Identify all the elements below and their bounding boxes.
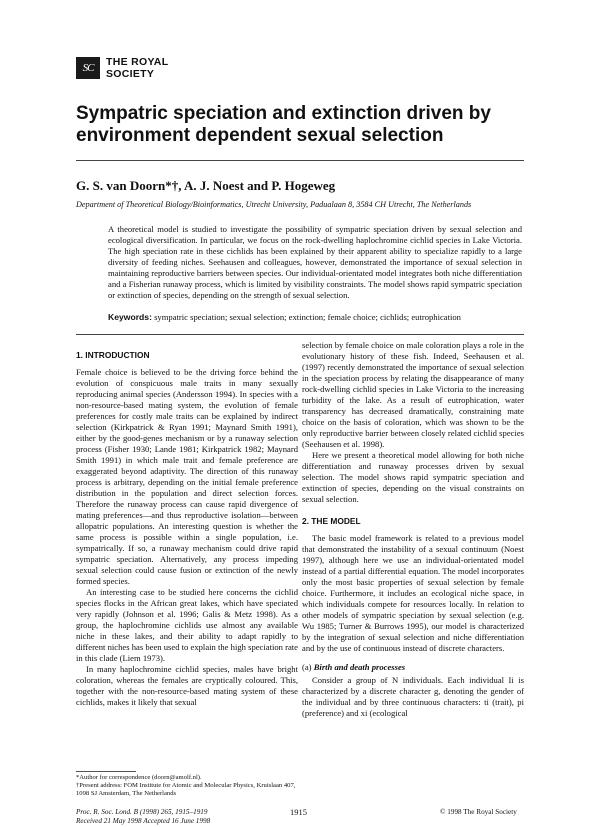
section-heading-model: 2. THE MODEL bbox=[302, 516, 361, 526]
paragraph: Female choice is believed to be the driving force behind the evolution of conspicuous male traits in many sexually reproducing animal species (Andersson 1994). In species with a non-resource-based mating system, the evolution of female preferences for costly male traits can be explained by indirect selection (Kirkpatrick & Ryan 1991; Maynard Smith 1991), either by the good-genes mechanism or by a runaway selection process (Fisher 1930; Lande 1981; Kirkpatrick 1982; Maynard Smith 1991) in which male trait and female preference are exaggerated beyond adaptivity. The direction of this runaway process is arbitrary, depending on the initial female preference distribution in the population and direct selection forces. Therefore the runaway process can cause rapid divergence of mating preferences—and thus reproductive isolation—between allopatric populations. An interesting question is whether the same process is possible within a single population, i.e. sympatrically. If so, a runaway mechanism could drive rapid sympatric speciation. Alternatively, any process impeding sexual selection could cause fusion or extinction of the newly formed species. bbox=[76, 367, 298, 586]
title-divider bbox=[76, 160, 524, 161]
page-number: 1915 bbox=[290, 807, 307, 817]
keywords-text: sympatric speciation; sexual selection; extinction; female choice; cichlids; eutrophication bbox=[151, 312, 461, 322]
keywords-label: Keywords: bbox=[108, 312, 152, 322]
received-accepted-dates: Received 21 May 1998 Accepted 16 June 1998 bbox=[76, 817, 211, 825]
footnotes bbox=[76, 774, 300, 798]
paragraph: Here we present a theoretical model allowing for both niche differentiation and runaway processes driven by sexual selection. The model shows rapid sympatric speciation and extinction of species, depending on the visual constraints on sexual selection. bbox=[302, 450, 524, 504]
paragraph: An interesting case to be studied here concerns the cichlid species flocks in the African great lakes, which have speciated very rapidly (Johnson et al. 1996; Galis & Metz 1998). As a group, the haplochromine cichlids use almost any available niche in these lakes, and their ability to adapt rapidly to different niches has been used to explain the high speciation rate in this clade (Liem 1973). bbox=[76, 587, 298, 663]
publisher-name bbox=[106, 56, 168, 80]
paragraph: selection by female choice on male coloration plays a role in the evolutionary history of these fish. Indeed, Seehausen et al. (1997) recently demonstrated the importance of sexual selection in the speciation process by relating the disappearance of many rock-dwelling cichlid species in Lake Victoria to the increasing turbidity of the lake. As a result of eutrophication, water transparency has decreased dramatically, constraining mate choice on the basis of coloration, which was shown to be the only reproductive barrier between closely related cichlid species (Seehausen et al. 1998). bbox=[302, 340, 524, 449]
right-column bbox=[302, 340, 524, 719]
keywords bbox=[108, 312, 522, 323]
journal-citation bbox=[76, 808, 210, 826]
authors: G. S. van Doorn*†, A. J. Noest and P. Hogeweg bbox=[76, 178, 336, 193]
abstract-divider bbox=[76, 334, 524, 335]
footnote-correspondence: *Author for correspondence (doorn@amolf.nl). bbox=[76, 774, 202, 781]
publisher-line1: THE ROYAL bbox=[106, 56, 169, 68]
paper-title: Sympatric speciation and extinction driven by environment dependent sexual selection bbox=[76, 103, 491, 146]
subsection-title: Birth and death processes bbox=[313, 662, 406, 672]
publisher-line2: SOCIETY bbox=[106, 68, 155, 80]
subsection-heading bbox=[302, 662, 524, 673]
footnote-divider bbox=[76, 771, 136, 772]
paragraph: In many haplochromine cichlid species, males have bright coloration, whereas the females are cryptically coloured. This, together with the non-resource-based mating system of these cichlids, makes it likely that sexual bbox=[76, 664, 298, 707]
left-column bbox=[76, 350, 298, 708]
subsection-number: (a) bbox=[302, 662, 312, 672]
journal-reference: Proc. R. Soc. Lond. B (1998) 265, 1915–1919 bbox=[76, 808, 208, 816]
footnote-present-address: †Present address: FOM Institute for Atomic and Molecular Physics, Kruislaan 407, 1098 SJ Amsterdam, The Netherlands bbox=[76, 782, 296, 797]
section-heading-introduction: 1. INTRODUCTION bbox=[76, 350, 150, 360]
affiliation: Department of Theoretical Biology/Bioinformatics, Utrecht University, Padualaan 8, 3584 CH Utrecht, The Netherlands bbox=[76, 200, 472, 209]
copyright: © 1998 The Royal Society bbox=[440, 808, 517, 816]
paragraph: The basic model framework is related to a previous model that demonstrated the instability of a sexual continuum (Noest 1997), although here we use an individual-orientated model instead of a partial differential equation. The model incorporates only the most basic properties of sexual selection by female choice. Furthermore, it includes an ecological niche space, in which individuals compete for resources locally. In relation to other models of sympatric speciation by sexual selection (e.g. Wu 1985; Turner & Burrows 1995), our model is characterized by the integration of sexual selection and niche differentiation and by the use of continuous instead of discrete characters. bbox=[302, 533, 524, 653]
abstract: A theoretical model is studied to investigate the possibility of sympatric speciation driven by sexual selection and ecological diversification. In particular, we focus on the rock-dwelling haplochromine cichlid species in Lake Victoria. The high speciation rate in these cichlids has been explained by their apparent ability to specialize rapidly to a large diversity of feeding niches. Seehausen and colleagues, however, demonstrated the importance of sexual selection in maintaining reproductive barriers between species. Our individual-orientated model integrates both niche differentiation and a Fisherian runaway process, which is limited by visibility constraints. The model shows rapid sympatric speciation or extinction of species, depending on the strength of sexual selection. bbox=[108, 224, 522, 300]
royal-society-logo-icon: SC bbox=[76, 57, 100, 79]
paragraph: Consider a group of N individuals. Each individual Ii is characterized by a discrete character g, denoting the gender of the individual and by three continuous characters: ti (trait), pi (preference) and xi (ecological bbox=[302, 675, 524, 718]
